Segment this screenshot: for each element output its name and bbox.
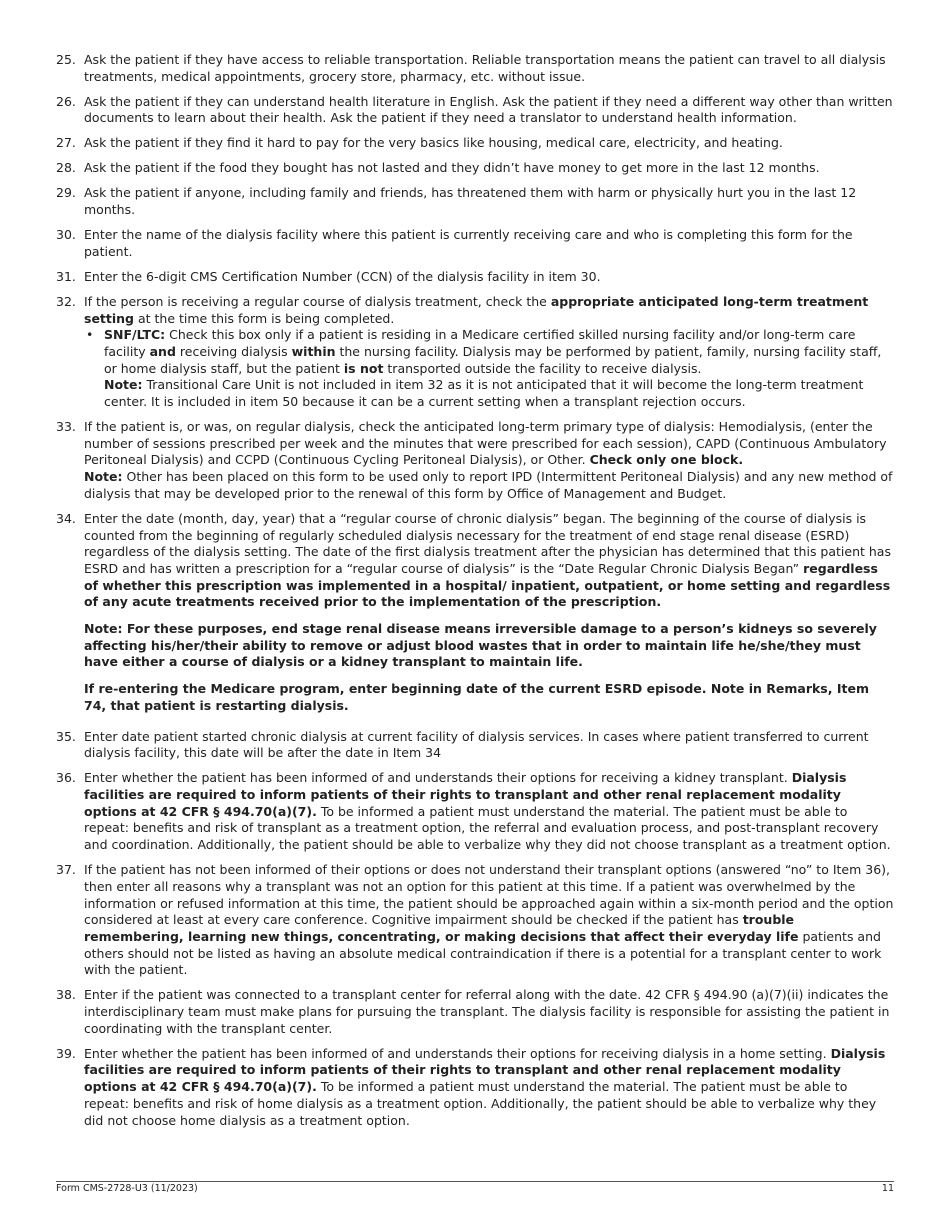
reentry-note: If re-entering the Medicare program, enter beginning date of the current ESRD episode. Note in Remarks, Item 74, that patient is restarting dialysis.	[84, 681, 869, 713]
item-text: Ask the patient if anyone, including family and friends, has threatened them with harm or physically hurt you in the last 12 months.	[84, 185, 857, 218]
item-number: 28.	[56, 160, 76, 176]
item-number: 32.	[56, 293, 76, 309]
item-30	[56, 227, 894, 260]
item-text: Ask the patient if they have access to reliable transportation. Reliable transportation means the patient can travel to all dialysis treatments, medical appointments, grocery store, pharmacy, etc. without issue.	[84, 52, 886, 84]
item-text: Enter the date (month, day, year) that a “regular course of chronic dialysis” began. The beginning of the course of dialysis is counted from the beginning of regularly scheduled dialysis necessary for the treatment of end stage renal disease (ESRD) regardless of the dialysis setting. The date of the first dialysis treatment after the physician has determined that this patient has ESRD and has written a prescription for a “regular course of dialysis” is the “Date Regular Chronic Dialysis Began” regardless of whether this prescription was implemented in a hospital/ inpatient, outpatient, or home setting and regardless of any acute treatments received prior to the implementation of the prescription.	[84, 510, 891, 610]
item-number: 39.	[56, 1045, 76, 1061]
bullet-text: SNF/LTC: Check this box only if a patient is residing in a Medicare certified skilled nursing facility and/or long-term care facility and receiving dialysis within the nursing facility. Dialysis may be performed by patient, family, nursing facility staff, or home dialysis staff, but the patient is not transported outside the facility to receive dialysis.	[104, 327, 882, 376]
item-38	[56, 987, 894, 1037]
item-number: 25.	[56, 52, 76, 67]
item-text: Enter whether the patient has been informed of and understands their options for receiving a kidney transplant. Dialysis facilities are required to inform patients of their rights to transplant and other renal replacement modality options at 42 CFR § 494.70(a)(7). To be informed a patient must understand the material. The patient must be able to repeat: benefits and risk of transplant as a treatment option, the referral and evaluation process, and post-transplant recovery and coordination. Additionally, the patient should be able to verbalize why they did not choose transplant as a treatment option.	[84, 770, 891, 853]
item-39	[56, 1046, 894, 1130]
item-number: 36.	[56, 770, 76, 786]
snf-ltc-bullet	[86, 327, 894, 411]
item-29	[56, 185, 894, 218]
item-37	[56, 862, 894, 979]
item-text: Ask the patient if they can understand health literature in English. Ask the patient if they need a different way other than written documents to learn about their health. Ask the patient if they need a translator to understand health information.	[84, 93, 893, 126]
item-note: Note: Other has been placed on this form to be used only to report IPD (Intermittent Peritoneal Dialysis) and any new method of dialysis that may be developed prior to the renewal of this form by Office of Management and Budget.	[84, 469, 893, 501]
page-footer	[56, 1181, 894, 1194]
item-34	[56, 511, 894, 715]
item-31	[56, 269, 894, 286]
item-number: 27.	[56, 135, 76, 151]
item-33	[56, 419, 894, 503]
item-28	[56, 160, 894, 177]
item-number: 38.	[56, 987, 76, 1003]
item-text: Enter the name of the dialysis facility where this patient is currently receiving care and who is completing this form for the patient.	[84, 227, 853, 259]
item-number: 30.	[56, 227, 76, 243]
esrd-note: Note: For these purposes, end stage renal disease means irreversible damage to a person’s kidneys so severely affecting his/her/their ability to remove or adjust blood wastes that in order to maintain life he/she/they must have either a course of dialysis or a kidney transplant to maintain life.	[84, 621, 877, 670]
item-35	[56, 729, 894, 762]
item-number: 33.	[56, 419, 76, 435]
bullet-note: Note: Transitional Care Unit is not included in item 32 as it is not anticipated that it will become the long-term treatment center. It is included in item 50 because it can be a current setting when a transplant rejection occurs.	[104, 377, 864, 410]
form-number: Form CMS-2728-U3 (11/2023)	[56, 1183, 198, 1194]
item-number: 31.	[56, 268, 76, 284]
item-text: Ask the patient if the food they bought has not lasted and they didn’t have money to get more in the last 12 months.	[84, 160, 820, 176]
item-26	[56, 94, 894, 127]
item-number: 37.	[56, 862, 76, 878]
item-36	[56, 770, 894, 854]
item-text: Enter whether the patient has been informed of and understands their options for receiving dialysis in a home setting. Dialysis facilities are required to inform patients of their rights to transplant and other renal replacement modality options at 42 CFR § 494.70(a)(7). To be informed a patient must understand the material. The patient must be able to repeat: benefits and risk of home dialysis as a treatment option. Additionally, the patient should be able to verbalize why they did not choose home dialysis as a treatment option.	[84, 1045, 886, 1128]
item-text: Enter date patient started chronic dialysis at current facility of dialysis services. In cases where patient transferred to current dialysis facility, this date will be after the date in Item 34	[84, 728, 869, 761]
item-32	[56, 294, 894, 411]
item-number: 34.	[56, 510, 76, 526]
item-number: 29.	[56, 185, 76, 201]
page-number: 11	[881, 1183, 894, 1194]
bullet-icon: •	[86, 327, 94, 343]
item-number: 35.	[56, 728, 76, 744]
instructions-list	[56, 52, 894, 1138]
item-text: Enter if the patient was connected to a transplant center for referral along with the date. 42 CFR § 494.90 (a)(7)(ii) indicates the interdisciplinary team must make plans for pursuing the transplant. The dialysis facility is responsible for assisting the patient in coordinating with the transplant center.	[84, 987, 890, 1036]
item-text: If the patient has not been informed of their options or does not understand their transplant options (answered “no” to Item 36), then enter all reasons why a transplant was not an option for this patient at this time. If a patient was overwhelmed by the information or refused information at this time, the patient should be approached again within a six-month period and the option considered at least at every care conference. Cognitive impairment should be checked if the patient has trouble remembering, learning new things, concentrating, or making decisions that affect their everyday life patients and others should not be listed as having an absolute medical contraindication if there is a potential for a transplant center to work with the patient.	[84, 862, 894, 978]
item-number: 26.	[56, 93, 76, 109]
item-27	[56, 135, 894, 152]
item-text: If the patient is, or was, on regular dialysis, check the anticipated long-term primary type of dialysis: Hemodialysis, (enter the number of sessions prescribed per week and the minutes that were prescribed for each session), CAPD (Continuous Ambulatory Peritoneal Dialysis) and CCPD (Continuous Cycling Peritoneal Dialysis), or Other. Check only one block.	[84, 419, 887, 468]
item-text: Enter the 6-digit CMS Certification Number (CCN) of the dialysis facility in item 30.	[84, 268, 601, 284]
item-text: If the person is receiving a regular course of dialysis treatment, check the appropriate anticipated long-term treatment setting at the time this form is being completed.	[84, 293, 869, 326]
item-25	[56, 52, 894, 85]
item-text: Ask the patient if they find it hard to pay for the very basics like housing, medical care, electricity, and heating.	[84, 135, 783, 151]
